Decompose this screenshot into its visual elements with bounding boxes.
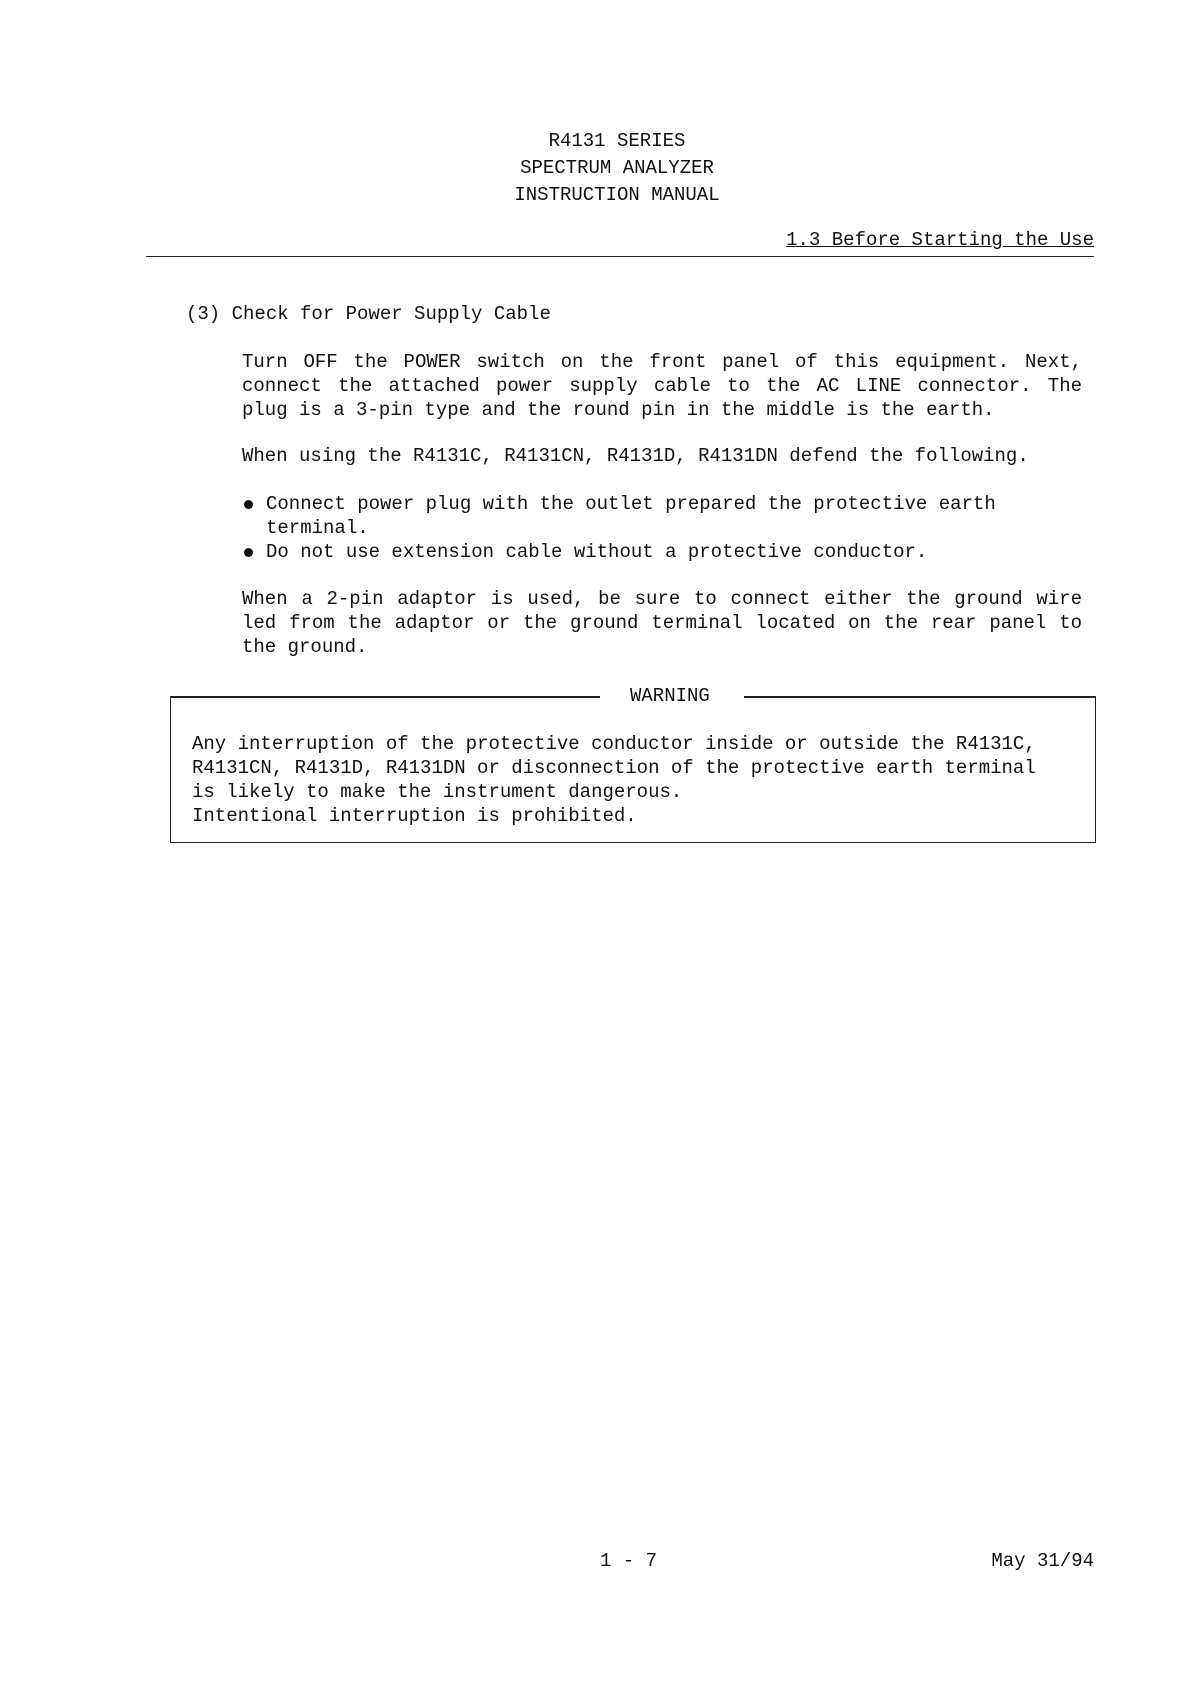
warning-line: Any interruption of the protective conductor inside or outside the R4131C, — [192, 733, 1036, 755]
document-header — [0, 128, 1194, 209]
warning-label: WARNING — [630, 685, 710, 707]
header-series: R4131 SERIES — [548, 130, 686, 152]
header-rule — [146, 256, 1094, 257]
revision-date: May 31/94 — [991, 1550, 1094, 1572]
bullet-list — [242, 492, 1072, 564]
header-product: SPECTRUM ANALYZER — [520, 157, 714, 179]
bullet-icon — [244, 548, 253, 557]
warning-text — [192, 732, 1082, 828]
bullet-text: Connect power plug with the outlet prepared the protective earth terminal. — [266, 493, 996, 539]
page-number: 1 - 7 — [600, 1550, 658, 1572]
paragraph-power-switch: Turn OFF the POWER switch on the front panel of this equipment. Next, connect the attached power supply cable to the AC LINE connector. The plug is a 3-pin type and the round pin in the middle is the earth. — [242, 351, 1082, 421]
bullet-icon — [244, 500, 253, 509]
list-item — [242, 492, 1072, 540]
paragraph-adaptor: When a 2-pin adaptor is used, be sure to connect either the ground wire led from the adaptor or the ground terminal located on the rear panel to the ground. — [242, 588, 1082, 658]
paragraph-models: When using the R4131C, R4131CN, R4131D, R4131DN defend the following. — [242, 445, 1029, 467]
warning-line: Intentional interruption is prohibited. — [192, 805, 637, 827]
warning-line: is likely to make the instrument dangerous. — [192, 781, 683, 803]
bullet-text: Do not use extension cable without a protective conductor. — [266, 541, 928, 563]
header-manual: INSTRUCTION MANUAL — [514, 184, 720, 206]
item-heading: (3) Check for Power Supply Cable — [186, 303, 551, 325]
warning-line: R4131CN, R4131D, R4131DN or disconnection of the protective earth terminal — [192, 757, 1036, 779]
list-item — [242, 540, 1072, 564]
section-heading: 1.3 Before Starting the Use — [786, 229, 1094, 251]
